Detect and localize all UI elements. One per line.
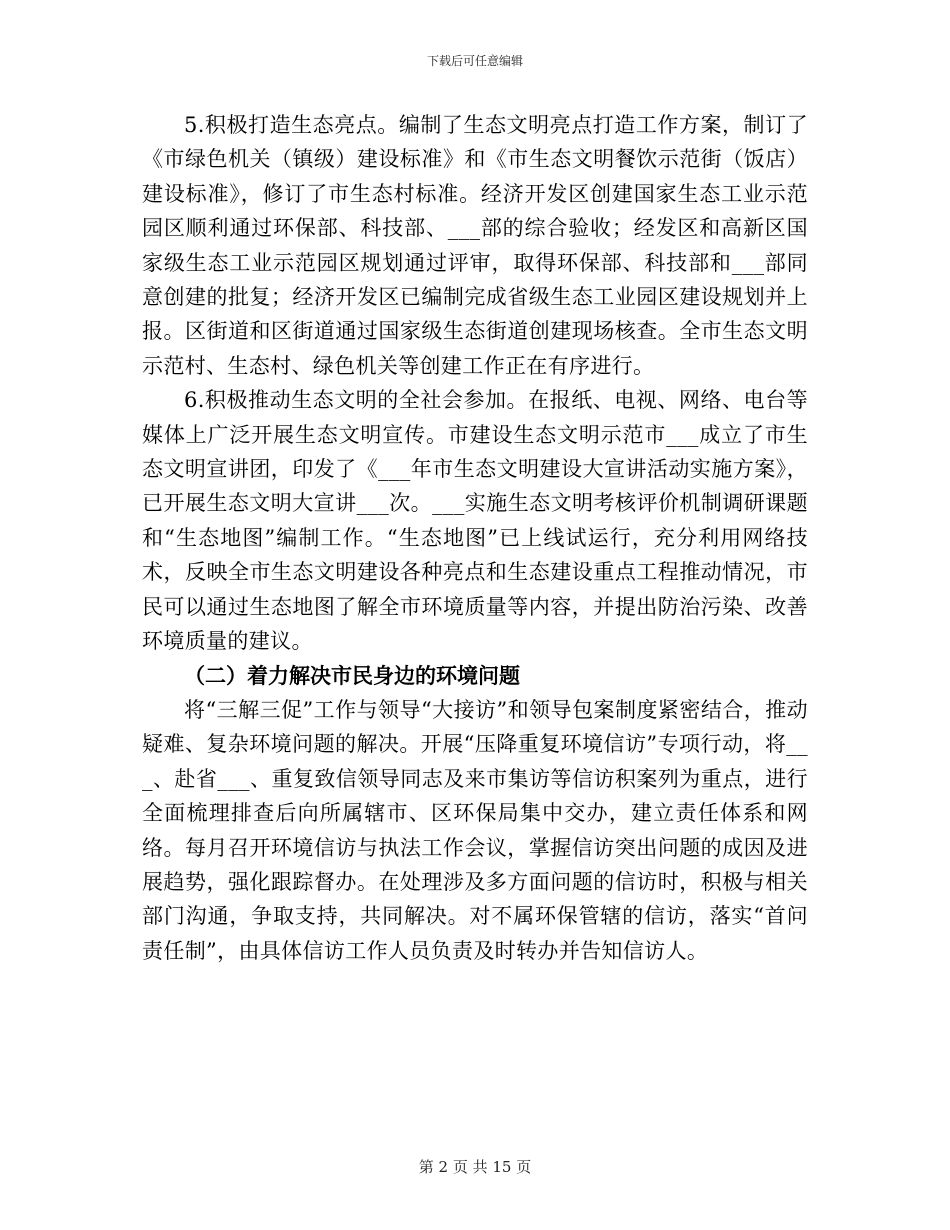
- page-footer: 第 2 页 共 15 页: [418, 1158, 532, 1176]
- document-body: [142, 108, 808, 968]
- paragraph-item-5: 5.积极打造生态亮点。编制了生态文明亮点打造工作方案，制订了《市绿色机关（镇级）建设标准》和《市生态文明餐饮示范街（饭店）建设标准》，修订了市生态村标准。经济开发区创建国家生态工业示范园区顺利通过环保部、科技部、___部的综合验收；经发区和高新区国家级生态工业示范园区规划通过评审，取得环保部、科技部和___部同意创建的批复；经济开发区已编制完成省级生态工业园区建设规划并上报。区街道和区街道通过国家级生态街道创建现场核查。全市生态文明示范村、生态村、绿色机关等创建工作正在有序进行。: [142, 113, 808, 378]
- page-header: 下载后可任意编辑: [426, 54, 523, 68]
- paragraph-item-6: 6.积极推动生态文明的全社会参加。在报纸、电视、网络、电台等媒体上广泛开展生态文明宣传。市建设生态文明示范市___成立了市生态文明宣讲团，印发了《___年市生态文明建设大宣讲活动实施方案》，已开展生态文明大宣讲___次。___实施生态文明考核评价机制调研课题和“生态地图”编制工作。“生态地图”已上线试运行，充分利用网络技术，反映全市生态文明建设各种亮点和生态建设重点工程推动情况，市民可以通过生态地图了解全市环境质量等内容，并提出防治污染、改善环境质量的建议。: [142, 388, 808, 654]
- paragraph-petition: 将“三解三促”工作与领导“大接访”和领导包案制度紧密结合，推动疑难、复杂环境问题的解决。开展“压降重复环境信访”专项行动，将___、赴省___、重复致信领导同志及来市集访等信访积案列为重点，进行全面梳理排查后向所属辖市、区环保局集中交办，建立责任体系和网络。每月召开环境信访与执法工作会议，掌握信访突出问题的成因及进展趋势，强化跟踪督办。在处理涉及多方面问题的信访时，积极与相关部门沟通，争取支持，共同解决。对不属环保管辖的信访，落实“首问责任制”，由具体信访工作人员负责及时转办并告知信访人。: [142, 697, 808, 963]
- section-heading: （二）着力解决市民身边的环境问题: [184, 663, 520, 688]
